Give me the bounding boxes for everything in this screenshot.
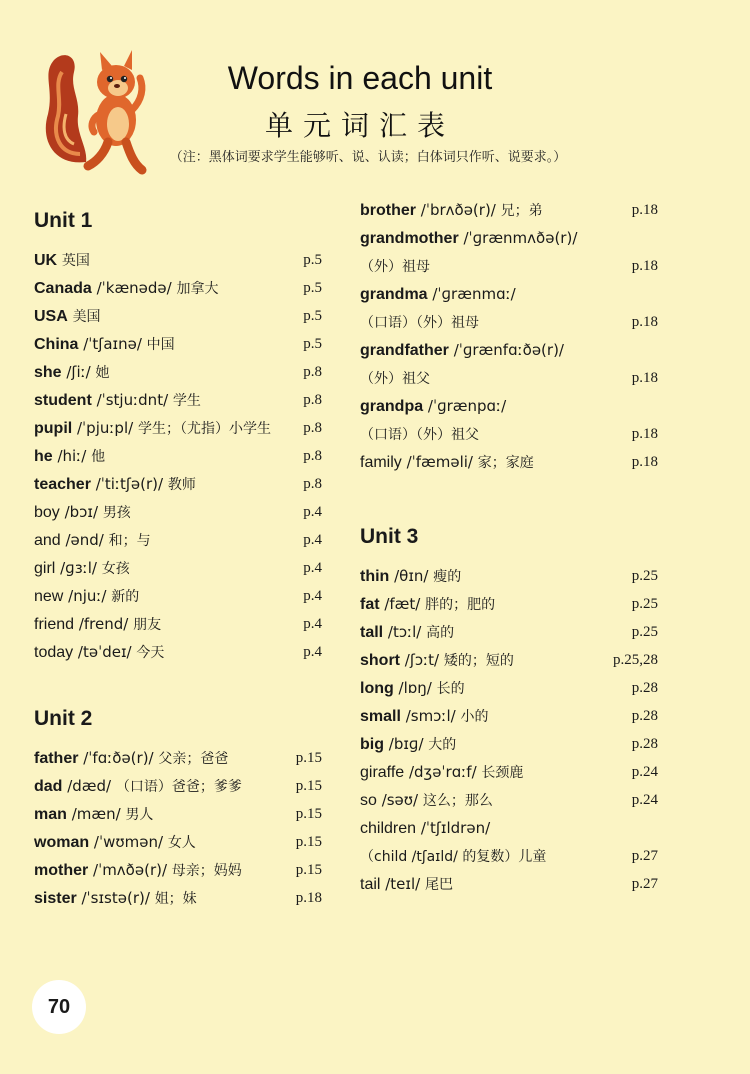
- vocab-phonetic: /ˈtiːtʃə(r)/: [95, 475, 164, 493]
- vocab-page-ref: p.27: [631, 876, 658, 892]
- vocab-page-ref: p.5: [303, 280, 322, 296]
- vocab-entry: [360, 730, 658, 758]
- page-title-chinese: 单元词汇表: [264, 109, 455, 142]
- vocab-word: so: [360, 792, 377, 809]
- vocab-page-ref: p.18: [631, 454, 658, 470]
- vocab-translation: （口语）（外）祖母: [360, 315, 479, 331]
- vocab-page-ref: p.18: [631, 426, 658, 442]
- vocab-word: children: [360, 820, 417, 837]
- vocab-entry: [34, 800, 322, 828]
- vocab-translation: 瘦的: [433, 569, 462, 585]
- vocab-phonetic: /təˈdeɪ/: [77, 643, 132, 661]
- vocab-word: man: [34, 806, 67, 823]
- vocab-translation: 教师: [167, 477, 196, 493]
- vocab-phonetic: /ˈmʌðə(r)/: [93, 861, 168, 879]
- vocab-page-ref: p.18: [631, 258, 658, 274]
- vocab-entry: [360, 646, 658, 674]
- vocab-translation: 长的: [436, 681, 465, 697]
- vocab-entry: [360, 674, 658, 702]
- vocab-phonetic: /ʃɔːt/: [404, 651, 440, 669]
- vocab-page-ref: p.28: [631, 680, 658, 696]
- vocab-page-ref: p.4: [303, 644, 322, 660]
- vocab-entry: [34, 330, 322, 358]
- vocab-word: mother: [34, 862, 89, 879]
- vocab-word: USA: [34, 308, 68, 325]
- vocab-page-ref: p.24: [631, 792, 658, 808]
- vocab-entry: [34, 610, 322, 638]
- vocab-phonetic: /frend/: [78, 615, 129, 633]
- vocab-page-ref: p.25,28: [613, 652, 658, 668]
- vocab-word: student: [34, 392, 92, 409]
- vocab-word: China: [34, 336, 79, 353]
- vocab-translation: 新的: [111, 589, 140, 605]
- vocab-word: long: [360, 680, 394, 697]
- vocab-entry: [34, 302, 322, 330]
- vocab-page-ref: p.8: [303, 448, 322, 464]
- vocab-word: tall: [360, 624, 384, 641]
- vocab-translation: 家；家庭: [477, 455, 534, 471]
- vocab-phonetic: /ˈpjuːpl/: [77, 419, 134, 437]
- vocab-page-ref: p.15: [295, 834, 322, 850]
- vocab-translation: 男人: [125, 807, 154, 823]
- vocab-page-ref: p.15: [295, 778, 322, 794]
- vocab-phonetic: /njuː/: [68, 587, 107, 605]
- vocab-word: UK: [34, 252, 58, 269]
- vocab-word: big: [360, 736, 384, 753]
- vocab-entry: [360, 196, 658, 224]
- vocab-word: grandpa: [360, 398, 424, 415]
- vocab-entry: [360, 224, 658, 280]
- vocab-word: boy: [34, 504, 60, 521]
- vocab-entry: [34, 772, 322, 800]
- vocab-page-ref: p.18: [631, 370, 658, 386]
- vocab-page-ref: p.4: [303, 532, 322, 548]
- vocab-word: pupil: [34, 420, 73, 437]
- vocab-translation: 加拿大: [176, 281, 219, 297]
- vocab-entry: [34, 358, 322, 386]
- vocab-translation: （外）祖父: [360, 371, 430, 387]
- vocab-entry: [34, 582, 322, 610]
- vocab-translation: （child /tʃaɪld/ 的复数）儿童: [360, 849, 547, 865]
- vocab-page-ref: p.18: [295, 890, 322, 906]
- vocab-entry: [360, 618, 658, 646]
- vocab-word: and: [34, 532, 61, 549]
- vocab-entry: [34, 386, 322, 414]
- right-column: [360, 196, 658, 898]
- unit-heading: Unit 1: [34, 209, 93, 232]
- vocab-translation: 兄；弟: [500, 203, 543, 219]
- vocab-word: family: [360, 454, 402, 471]
- vocab-translation: 长颈鹿: [481, 765, 524, 781]
- vocab-entry: [360, 590, 658, 618]
- vocab-word: grandmother: [360, 230, 459, 247]
- vocab-phonetic: /mæn/: [71, 805, 121, 823]
- vocab-translation: 男孩: [102, 505, 131, 521]
- vocab-word: sister: [34, 890, 77, 907]
- vocab-translation: 父亲；爸爸: [158, 751, 229, 767]
- unit-heading: Unit 2: [34, 707, 93, 730]
- vocab-page-ref: p.25: [631, 624, 658, 640]
- vocab-word: he: [34, 448, 53, 465]
- vocab-page-ref: p.4: [303, 588, 322, 604]
- page-title-english: Words in each unit: [227, 60, 493, 96]
- vocab-phonetic: /ʃiː/: [66, 363, 91, 381]
- left-column: [34, 196, 322, 912]
- vocab-phonetic: /lɒŋ/: [398, 679, 432, 697]
- vocab-phonetic: /ˈkænədə/: [96, 279, 172, 297]
- vocab-phonetic: /bɪɡ/: [388, 735, 424, 753]
- vocab-entry: [360, 870, 658, 898]
- vocab-entry: [34, 554, 322, 582]
- vocab-page-ref: p.5: [303, 308, 322, 324]
- vocab-entry: [360, 336, 658, 392]
- vocab-page-ref: p.8: [303, 420, 322, 436]
- vocab-phonetic: /ənd/: [65, 531, 104, 549]
- vocab-translation: 美国: [72, 309, 101, 325]
- vocab-phonetic: /ˈɡrænpɑː/: [427, 397, 507, 415]
- vocab-translation: 矮的；短的: [443, 653, 514, 669]
- vocab-word: she: [34, 364, 62, 381]
- vocab-word: new: [34, 588, 64, 605]
- vocab-word: grandma: [360, 286, 428, 303]
- vocab-entry: [360, 786, 658, 814]
- vocab-word: today: [34, 644, 74, 661]
- vocab-phonetic: /dʒəˈrɑːf/: [408, 763, 477, 781]
- vocab-phonetic: /ˈtʃɪldrən/: [420, 819, 491, 837]
- vocab-entry: [34, 414, 322, 442]
- vocab-word: woman: [34, 834, 90, 851]
- vocab-word: brother: [360, 202, 416, 219]
- vocab-word: giraffe: [360, 764, 405, 781]
- vocab-phonetic: /dæd/: [67, 777, 112, 795]
- vocab-phonetic: /ˈstjuːdnt/: [96, 391, 169, 409]
- vocab-entry: [360, 562, 658, 590]
- vocab-translation: 女孩: [101, 561, 130, 577]
- vocab-translation: 今天: [136, 645, 165, 661]
- vocab-translation: （口语）爸爸；爹爹: [115, 779, 242, 795]
- vocab-entry: [34, 442, 322, 470]
- vocab-translation: 和；与: [108, 533, 151, 549]
- vocab-word: small: [360, 708, 401, 725]
- vocab-word: teacher: [34, 476, 91, 493]
- vocab-page-ref: p.28: [631, 708, 658, 724]
- vocab-word: Canada: [34, 280, 92, 297]
- vocab-entry: [34, 828, 322, 856]
- vocab-entry: [34, 274, 322, 302]
- vocab-entry: [34, 744, 322, 772]
- vocab-phonetic: /ɡɜːl/: [60, 559, 97, 577]
- vocab-phonetic: /ˈbrʌðə(r)/: [420, 201, 496, 219]
- vocab-phonetic: /tɔːl/: [387, 623, 422, 641]
- vocab-page-ref: p.24: [631, 764, 658, 780]
- vocab-page-ref: p.5: [303, 336, 322, 352]
- vocab-translation: 中国: [146, 337, 175, 353]
- vocab-phonetic: /ˈwʊmən/: [93, 833, 164, 851]
- vocab-page-ref: p.4: [303, 616, 322, 632]
- vocab-translation: 女人: [167, 835, 196, 851]
- vocab-translation: 高的: [426, 625, 455, 641]
- vocab-translation: 小的: [460, 709, 489, 725]
- vocab-word: dad: [34, 778, 63, 795]
- vocab-word: grandfather: [360, 342, 449, 359]
- instruction-note: （注：黑体词要求学生能够听、说、认读；白体词只作听、说要求。）: [169, 150, 567, 165]
- vocab-page-ref: p.15: [295, 862, 322, 878]
- vocab-translation: 尾巴: [424, 877, 453, 893]
- vocab-page-ref: p.25: [631, 596, 658, 612]
- vocab-translation: 胖的；肥的: [425, 597, 496, 613]
- vocab-entry: [360, 448, 658, 476]
- unit-heading: Unit 3: [360, 525, 419, 548]
- vocab-entry: [360, 758, 658, 786]
- vocab-page-ref: p.18: [631, 314, 658, 330]
- vocab-translation: 学生；（尤指）小学生: [137, 421, 271, 437]
- vocab-translation: 学生: [172, 393, 201, 409]
- vocab-entry: [34, 884, 322, 912]
- vocab-entry: [360, 392, 658, 448]
- vocab-translation: 她: [95, 365, 110, 381]
- vocab-entry: [34, 246, 322, 274]
- vocab-page-ref: p.15: [295, 750, 322, 766]
- vocab-phonetic: /ˈɡrænfɑːðə(r)/: [453, 341, 564, 359]
- vocab-translation: （外）祖母: [360, 259, 430, 275]
- vocab-word: tail: [360, 876, 381, 893]
- vocab-translation: 英国: [61, 253, 90, 269]
- vocab-entry: [360, 814, 658, 870]
- vocab-translation: 朋友: [133, 617, 162, 633]
- vocab-word: thin: [360, 568, 390, 585]
- vocab-entry: [360, 702, 658, 730]
- vocab-phonetic: /smɔːl/: [405, 707, 456, 725]
- vocab-page-ref: p.4: [303, 504, 322, 520]
- vocab-translation: 姐；妹: [154, 891, 197, 907]
- vocab-entry: [34, 470, 322, 498]
- vocab-word: friend: [34, 616, 75, 633]
- vocab-phonetic: /səʊ/: [381, 791, 419, 809]
- vocab-page-ref: p.8: [303, 476, 322, 492]
- vocab-page-ref: p.15: [295, 806, 322, 822]
- vocab-translation: 这么；那么: [422, 793, 493, 809]
- vocab-page-ref: p.8: [303, 392, 322, 408]
- vocab-entry: [34, 856, 322, 884]
- vocab-phonetic: /ˈsɪstə(r)/: [81, 889, 150, 907]
- vocab-phonetic: /bɔɪ/: [64, 503, 99, 521]
- vocab-phonetic: /teɪl/: [385, 875, 421, 893]
- vocab-page-ref: p.25: [631, 568, 658, 584]
- vocab-entry: [34, 638, 322, 666]
- vocab-phonetic: /θɪn/: [394, 567, 429, 585]
- vocab-phonetic: /hiː/: [57, 447, 87, 465]
- vocab-phonetic: /ˈɡrænmʌðə(r)/: [463, 229, 578, 247]
- vocab-phonetic: /ˈtʃaɪnə/: [83, 335, 142, 353]
- vocab-translation: （口语）（外）祖父: [360, 427, 479, 443]
- vocab-page-ref: p.8: [303, 364, 322, 380]
- vocab-phonetic: /ˈɡrænmɑː/: [432, 285, 516, 303]
- vocab-entry: [34, 526, 322, 554]
- vocab-phonetic: /ˈfæməli/: [406, 453, 473, 471]
- vocab-page-ref: p.27: [631, 848, 658, 864]
- vocab-translation: 他: [91, 449, 106, 465]
- vocab-phonetic: /fæt/: [384, 595, 421, 613]
- vocab-page-ref: p.4: [303, 560, 322, 576]
- vocab-entry: [360, 280, 658, 336]
- vocab-page-ref: p.5: [303, 252, 322, 268]
- vocab-page-ref: p.18: [631, 202, 658, 218]
- vocab-word: father: [34, 750, 79, 767]
- vocab-word: fat: [360, 596, 380, 613]
- page-number: 70: [32, 980, 86, 1034]
- vocab-translation: 母亲；妈妈: [171, 863, 242, 879]
- vocab-entry: [34, 498, 322, 526]
- vocab-word: girl: [34, 560, 56, 577]
- vocab-phonetic: /ˈfɑːðə(r)/: [83, 749, 154, 767]
- vocab-word: short: [360, 652, 400, 669]
- vocab-page-ref: p.28: [631, 736, 658, 752]
- vocab-translation: 大的: [428, 737, 457, 753]
